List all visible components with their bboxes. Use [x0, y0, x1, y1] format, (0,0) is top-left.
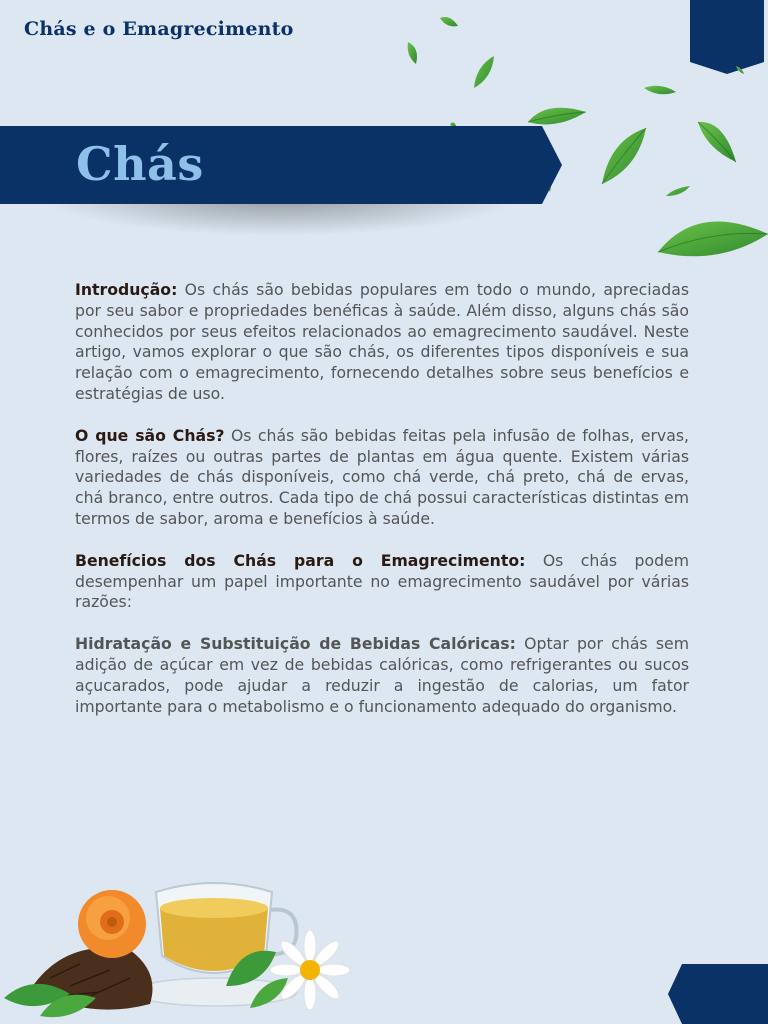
paragraph-text: Os chás são bebidas feitas pela infusão de folhas, ervas, flores, raízes ou outras partes de plantas em água quente. Existem várias variedades de chás disponíveis, como chá verde, chá preto, chá de ervas, chá branco, entre outros. Cada tipo de chá possui características distintas em termos de sabor, aroma e benefícios à saúde.	[75, 425, 689, 528]
paragraph-text: Optar por chás sem adição de açúcar em vez de bebidas calóricas, como refrigerantes ou sucos açucarados, pode ajudar a reduzir a ingestão de calorias, um fator importante para o metabolismo e o funcionamento adequado do organismo.	[75, 634, 689, 716]
paragraph-label: O que são Chás?	[75, 425, 225, 445]
paragraph-introduction	[75, 280, 689, 405]
header-title: Chás e o Emagrecimento	[24, 18, 294, 40]
bottom-corner-tab	[668, 964, 768, 1024]
paragraph-label: Introdução:	[75, 280, 178, 299]
paragraph-label: Hidratação e Substituição de Bebidas Calóricas:	[75, 634, 516, 654]
paragraph-text: Os chás são bebidas populares em todo o mundo, apreciadas por seu sabor e propriedades benéficas à saúde. Além disso, alguns chás são conhecidos por seus efeitos relacionados ao emagrecimento saudável. Neste artigo, vamos explorar o que são chás, os diferentes tipos disponíveis e sua relação com o emagrecimento, fornecendo detalhes sobre seus benefícios e estratégias de uso.	[75, 280, 689, 403]
paragraph-benefits	[75, 551, 689, 613]
paragraph-text: Os chás podem desempenhar um papel importante no emagrecimento saudável por várias razões:	[75, 550, 689, 612]
paragraph-hydration	[75, 634, 689, 717]
article-content	[75, 280, 689, 738]
teacup-flowers-illustration	[0, 866, 360, 1024]
paragraph-what-are-teas	[75, 426, 689, 530]
paragraph-label: Benefícios dos Chás para o Emagrecimento:	[75, 550, 526, 570]
page-title: Chás	[76, 137, 204, 191]
